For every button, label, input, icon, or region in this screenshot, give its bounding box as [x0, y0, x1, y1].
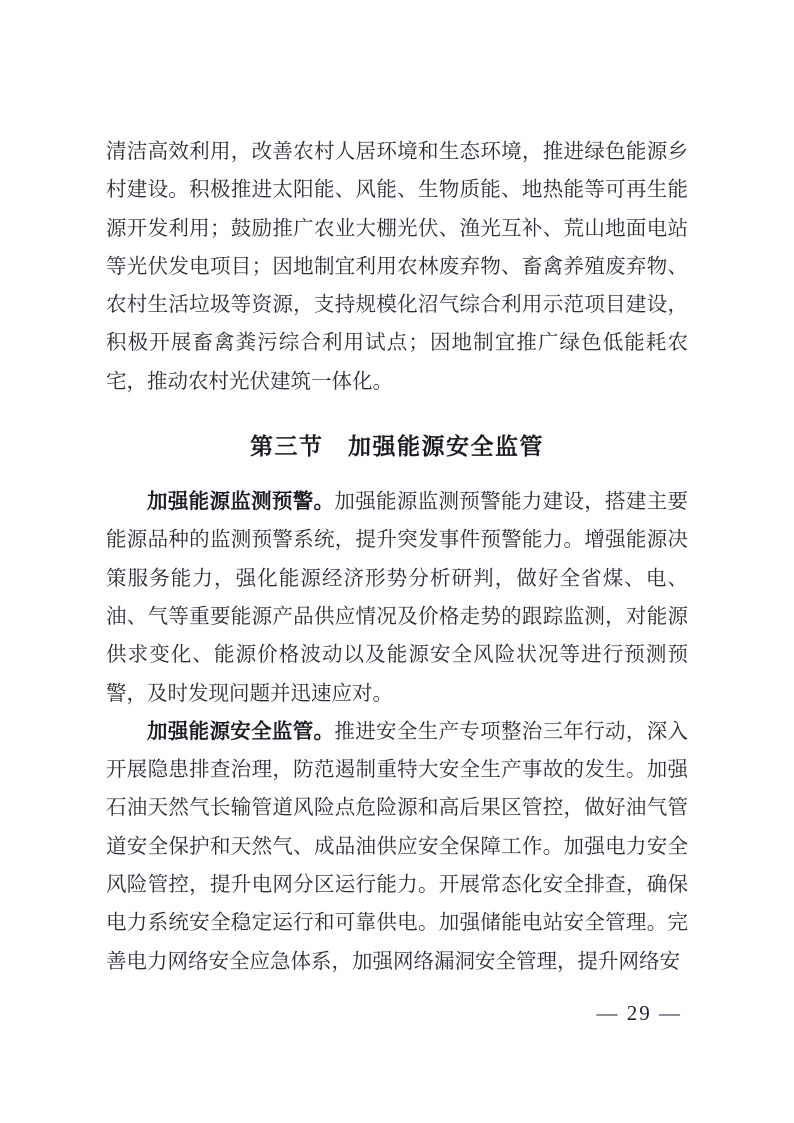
paragraph-2-text: 加强能源监测预警能力建设，搭建主要能源品种的监测预警系统，提升突发事件预警能力。增强能源决策服务能力，强化能源经济形势分析研判，做好全省煤、电、油、气等重要能源产品供应情况及价格走势的跟踪监测，对能源供求变化、能源价格波动以及能源安全风险状况等进行预测预警，及时发现问题并迅速应对。 [106, 491, 689, 705]
page-body [106, 133, 688, 981]
body-paragraph-1-text: 清洁高效利用，改善农村人居环境和生态环境，推进绿色能源乡村建设。积极推进太阳能、风能、生物质能、地热能等可再生能源开发利用；鼓励推广农业大棚光伏、渔光互补、荒山地面电站等光伏发电项目；因地制宜利用农林废弃物、畜禽养殖废弃物、农村生活垃圾等资源，支持规模化沼气综合利用示范项目建设，积极开展畜禽粪污综合利用试点；因地制宜推广绿色低能耗农宅，推动农村光伏建筑一体化。 [106, 141, 688, 393]
page-number: — 29 — [596, 1001, 682, 1025]
paragraph-3-text: 推进安全生产专项整治三年行动，深入开展隐患排查治理，防范遏制重特大安全生产事故的发生。加强石油天然气长输管道风险点危险源和高后果区管控，做好油气管道安全保护和天然气、成品油供应安全保障工作。加强电力安全风险管控，提升电网分区运行能力。开展常态化安全排查，确保电力系统安全稳定运行和可靠供电。加强储能电站安全管理。完善电力网络安全应急体系，加强网络漏洞安全管理，提升网络安 [106, 720, 689, 973]
body-paragraph-2 [106, 483, 688, 713]
paragraph-2-lead: 加强能源监测预警。 [147, 490, 335, 514]
paragraph-3-lead: 加强能源安全监管。 [147, 719, 335, 743]
body-paragraph-1 [106, 133, 688, 401]
section-heading: 第三节 加强能源安全监管 [250, 433, 544, 460]
body-paragraph-3 [106, 713, 688, 981]
